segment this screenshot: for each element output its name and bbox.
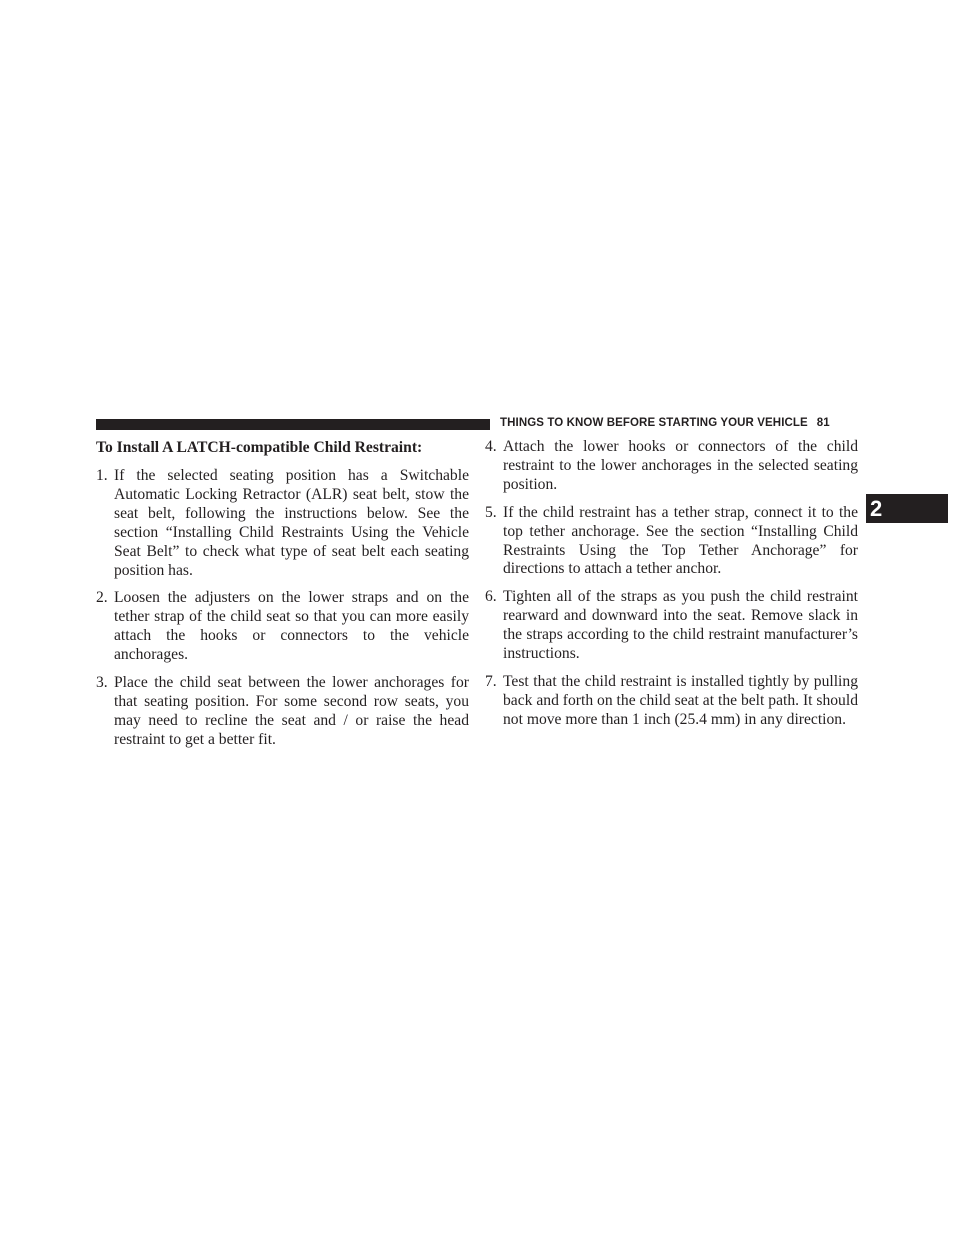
header-rule [96, 419, 490, 430]
step-number: 4. [485, 438, 497, 455]
chapter-number: 2 [870, 496, 883, 521]
step-text: If the selected seating position has a Switchable Automatic Locking Retractor (ALR) seat belt, stow the seat belt, following the instructions below. See the section “Installing Child Restraints Using the Vehicle Seat Belt” to check what type of seat belt each seating position has. [114, 467, 469, 579]
page-number: 81 [816, 417, 830, 429]
list-item-step-6 [485, 588, 858, 664]
right-column [485, 438, 858, 739]
steps-list-left [96, 467, 469, 750]
list-item-step-4 [485, 438, 858, 495]
step-text: Attach the lower hooks or connectors of the child restraint to the lower anchorages in the selected seating position. [503, 438, 858, 493]
step-text: Loosen the adjusters on the lower straps and on the tether strap of the child seat so that you can more easily attach the hooks or connectors to the vehicle anchorages. [114, 589, 469, 664]
running-header [500, 417, 858, 429]
step-number: 5. [485, 503, 497, 521]
list-item-step-7 [485, 673, 858, 730]
step-text: Place the child seat between the lower anchorages for that seating position. For some second row seats, you may need to recline the seat and / or raise the head restraint to get a better fit. [114, 674, 469, 748]
section-heading: To Install A LATCH-compatible Child Restraint: [96, 439, 423, 456]
chapter-tab [866, 494, 948, 523]
list-item-step-5 [485, 504, 858, 580]
step-text: Tighten all of the straps as you push the child restraint rearward and downward into the seat. Remove slack in the straps according to the child restraint manufacturer’s instructions. [503, 588, 858, 663]
step-number: 2. [96, 589, 108, 607]
step-number: 3. [96, 674, 108, 692]
section-title: THINGS TO KNOW BEFORE STARTING YOUR VEHICLE [500, 417, 808, 429]
step-text: Test that the child restraint is installed tightly by pulling back and forth on the child seat at the belt path. It should not move more than 1 inch (25.4 mm) in any direction. [503, 672, 858, 728]
step-number: 7. [485, 672, 497, 690]
left-column [96, 438, 469, 759]
list-item-step-1 [96, 467, 469, 580]
step-number: 1. [96, 467, 108, 484]
list-item-step-3 [96, 674, 469, 750]
list-item-step-2 [96, 589, 469, 665]
step-text: If the child restraint has a tether strap, connect it to the top tether anchorage. See the section “Installing Child Restraints Using the Top Tether Anchorage” for directions to attach a tether anchor. [503, 503, 858, 578]
steps-list-right [485, 438, 858, 730]
step-number: 6. [485, 588, 497, 606]
